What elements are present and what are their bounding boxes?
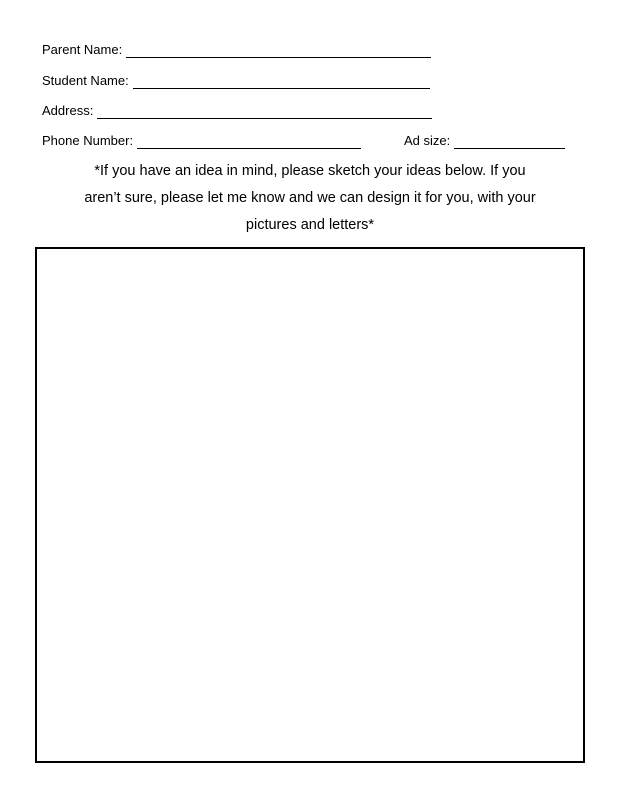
address-label: Address: <box>42 103 94 118</box>
student-name-label: Student Name: <box>42 73 129 88</box>
address-row <box>42 103 432 119</box>
ad-size-row <box>404 133 565 149</box>
phone-number-row <box>42 133 361 149</box>
sketch-area[interactable] <box>35 247 585 763</box>
ad-size-label: Ad size: <box>404 133 451 148</box>
student-name-field[interactable] <box>133 75 430 89</box>
parent-name-label: Parent Name: <box>42 42 123 57</box>
phone-number-field[interactable] <box>137 135 361 149</box>
parent-name-field[interactable] <box>126 44 431 58</box>
instructions-line-2: aren’t sure, please let me know and we can design it for you, with your <box>84 190 536 206</box>
student-name-row <box>42 73 430 89</box>
address-field[interactable] <box>97 105 432 119</box>
sketch-instructions <box>30 158 590 239</box>
parent-name-row <box>42 42 431 58</box>
instructions-line-1: *If you have an idea in mind, please sketch your ideas below. If you <box>94 163 526 179</box>
ad-size-field[interactable] <box>454 135 565 149</box>
instructions-line-3: pictures and letters* <box>245 217 375 233</box>
phone-number-label: Phone Number: <box>42 133 134 148</box>
